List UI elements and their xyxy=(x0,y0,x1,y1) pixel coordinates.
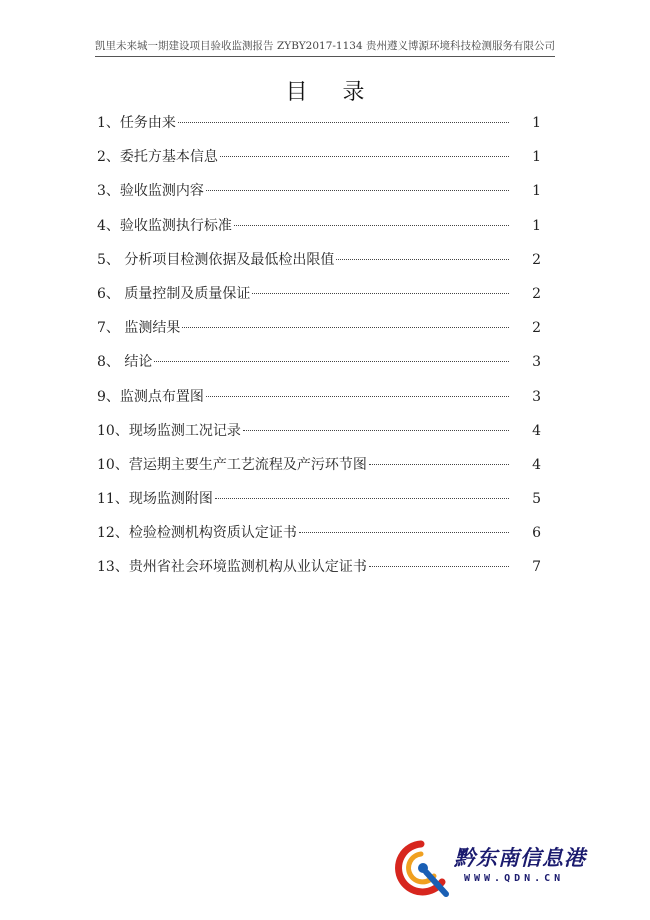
toc-entry-page: 7 xyxy=(532,559,541,576)
toc-entry-label: 3、验收监测内容 xyxy=(97,183,204,200)
toc-entry[interactable] xyxy=(97,454,541,488)
toc-entry-page: 3 xyxy=(532,388,541,405)
toc-entry[interactable] xyxy=(97,180,541,214)
header-report-title: 凯里未来城一期建设项目验收监测报告 xyxy=(95,40,274,52)
toc-entry-page: 2 xyxy=(532,285,541,302)
toc-leader-dots xyxy=(182,327,509,328)
toc-entry-page: 1 xyxy=(532,217,541,234)
toc-leader-dots xyxy=(234,225,509,226)
toc-entry-label: 6、 质量控制及质量保证 xyxy=(97,285,251,302)
toc-leader-dots xyxy=(154,361,509,362)
toc-leader-dots xyxy=(220,156,509,157)
toc-entry[interactable] xyxy=(97,249,541,283)
page-header xyxy=(95,38,555,57)
page-title: 目 录 xyxy=(285,80,379,105)
toc-entry[interactable] xyxy=(97,215,541,249)
toc-entry-label: 1、任务由来 xyxy=(97,115,176,131)
toc-entry-page: 4 xyxy=(532,456,541,473)
toc-entry-page: 1 xyxy=(532,149,541,166)
toc-entry[interactable] xyxy=(97,488,541,522)
toc-entry[interactable] xyxy=(97,386,541,420)
toc-entry-label: 10、营运期主要生产工艺流程及产污环节图 xyxy=(97,456,367,473)
toc-entry[interactable] xyxy=(97,522,541,556)
toc-leader-dots xyxy=(178,122,509,123)
toc-entry-label: 10、现场监测工况记录 xyxy=(97,422,241,439)
toc-entry-page: 4 xyxy=(532,422,541,439)
toc-entry[interactable] xyxy=(97,420,541,454)
toc-entry-label: 12、检验检测机构资质认定证书 xyxy=(97,525,297,542)
toc-leader-dots xyxy=(369,566,509,567)
toc-entry[interactable] xyxy=(97,283,541,317)
toc-leader-dots xyxy=(243,430,509,431)
toc-leader-dots xyxy=(206,190,509,191)
toc-leader-dots xyxy=(215,498,509,499)
watermark-url: WWW.QDN.CN xyxy=(464,873,565,884)
toc-entry-label: 7、 监测结果 xyxy=(97,320,181,337)
toc-entry-label: 13、贵州省社会环境监测机构从业认定证书 xyxy=(97,559,367,576)
qdn-logo-icon xyxy=(390,838,452,898)
toc-entry-page: 1 xyxy=(532,115,541,131)
header-report-code: ZYBY2017-1134 贵州遵义博源环境科技检测服务有限公司 xyxy=(276,40,555,52)
toc-entry[interactable] xyxy=(97,112,541,146)
table-of-contents xyxy=(97,112,541,591)
toc-leader-dots xyxy=(206,396,509,397)
toc-entry[interactable] xyxy=(97,556,541,590)
toc-entry[interactable] xyxy=(97,351,541,385)
toc-entry-label: 11、现场监测附图 xyxy=(97,491,213,508)
toc-entry-page: 2 xyxy=(532,251,541,268)
toc-entry-label: 8、 结论 xyxy=(97,354,153,371)
toc-entry-page: 1 xyxy=(532,183,541,200)
toc-entry-label: 5、 分析项目检测依据及最低检出限值 xyxy=(97,251,335,268)
toc-entry[interactable] xyxy=(97,146,541,180)
toc-entry-label: 9、监测点布置图 xyxy=(97,388,204,405)
toc-entry-label: 4、验收监测执行标准 xyxy=(97,217,232,234)
toc-entry-page: 2 xyxy=(532,320,541,337)
toc-entry-label: 2、委托方基本信息 xyxy=(97,149,218,166)
toc-leader-dots xyxy=(252,293,509,294)
toc-leader-dots xyxy=(369,464,509,465)
toc-entry-page: 5 xyxy=(532,491,541,508)
watermark xyxy=(390,838,630,898)
watermark-name: 黔东南信息港 xyxy=(454,846,586,870)
toc-entry[interactable] xyxy=(97,317,541,351)
toc-entry-page: 6 xyxy=(532,525,541,542)
toc-entry-page: 3 xyxy=(532,354,541,371)
toc-leader-dots xyxy=(336,259,509,260)
toc-leader-dots xyxy=(299,532,509,533)
